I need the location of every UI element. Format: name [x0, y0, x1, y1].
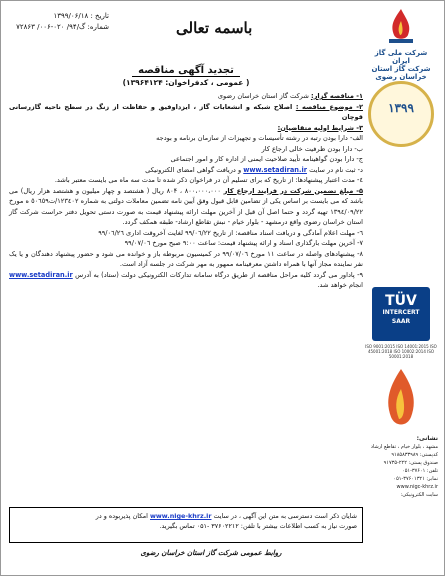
seal-digits: ۱۳۹۹	[388, 101, 414, 115]
address-heading: نشانی:	[416, 435, 438, 442]
tuv-brand: TÜV	[385, 293, 417, 309]
address-line: تلفن: ۳۷۶۰۱-۰۵۱	[402, 468, 438, 474]
company-address	[364, 435, 438, 499]
notice-subtitle	[9, 78, 363, 87]
notice-body	[9, 65, 363, 291]
nige-khrz-link[interactable]: www.nige-khrz.ir	[150, 512, 212, 520]
footer-contact-box	[9, 507, 363, 543]
date-label: تاریخ : ۱۳۹۹/۰۶/۱۸	[53, 12, 109, 20]
item-3b: ب- دارا بودن ظرفیت خالی ارجاع کار	[261, 144, 363, 153]
item-3c: ج- دارا بودن گواهینامه تأیید صلاحیت ایمنی از اداره کار و امور اجتماعی	[170, 155, 363, 163]
org-name-2: شرکت گاز استان خراسان رضوی	[371, 65, 431, 81]
address-line: سایت الکترونیکی:	[400, 492, 438, 498]
item-1: ۱- مناقصه گزار: شرکت گاز استان خراسان رضوی	[217, 92, 363, 100]
item-9: ۹- پاداور می گردد کلیه مراحل مناقصه از طریق درگاه سامانه تدارکات الکترونیکی دولت (ستاد) به آدرس www.setadiran.ir انجام خواهد شد.	[9, 270, 363, 289]
bismillah-heading: باسمه تعالی	[176, 19, 253, 37]
tender-code: کدفراخوان: ۱۳۹۶۴۱۲۴)	[122, 78, 209, 87]
item-3: ۳- شرایط اولیه متقاضیان:	[277, 123, 363, 132]
address-line: مشهد ، بلوار خیام ، تقاطع ارشاد	[370, 444, 438, 450]
public-relations-signature: روابط عمومی شرکت گاز استان خراسان رضوی	[140, 549, 282, 557]
tender-type: ( عمومی ،	[208, 78, 250, 87]
item-5: ۵- مبلغ تضمین شرکت در فرایند ارجاع کار ۸۰۰،۰۰۰،۰۰۰ ، ۸۰۴ ریال ( هشتصد و چهار میلیون و هشتصد هزار ریال) می باشد که می بایست بر اساس یکی از تضامین قابل قبول وفق آیین نامه تضمین معاملات دولتی به شماره ۱۲۳٤۰۲/ت٥٠٦٥٩ ه مورخ ۱۳۹٤/۰۹/۲۲ تهیه گردد و حتما اصل آن قبل از آخرین مهلت ارائه پیشنهاد قیمت به صورت دستی تحویل دفتر حراست شرکت گاز استان خراسان رضوی واقع درمشهد - بلوار خیام - نبش تقاطع ارشاد- طبقه همکف گردد.	[9, 186, 363, 226]
notice-title: تجدید آگهی مناقصه	[9, 65, 363, 76]
gas-flame-logo-icon	[384, 7, 418, 45]
footer-line-1: شایان ذکر است دسترسی به متن این آگهی ، در سایت www.nige-khrz.ir امکان پذیربوده و در	[95, 512, 357, 520]
company-logo	[366, 7, 436, 81]
letter-meta	[9, 11, 109, 33]
org-name-1: شرکت ملی گاز ایران	[374, 49, 428, 65]
tuv-sub: INTERCERT	[382, 309, 420, 316]
address-line: نمابر: ۳۷۶۰۱۳۲۱-۰۵۱	[393, 476, 438, 482]
item-3d: د- ثبت نام در سایت www.setadiran.ir و دریافت گواهی امضای الکترونیکی	[145, 165, 363, 174]
anniversary-seal	[368, 81, 434, 147]
number-label: شماره: گ/۹۴/ ۰۲۰-۰۰۶/ ۷۲۸۶۳	[16, 23, 109, 31]
item-6: ٦- مهلت اعلام آمادگی و دریافت اسناد مناقصه: از تاریخ ۹۹/۰٦/۲۲ لغایت آخروقت اداری ۹۹/۰٦/۲٦	[98, 228, 363, 237]
right-sidebar	[364, 81, 438, 499]
address-line: کدپستی: ۹۱۸۵۸۳۳۹۸۹	[391, 452, 438, 458]
item-3a: الف- دارا بودن رتبه در رشته تأسیسات و تجهیزات از سازمان برنامه و بودجه	[156, 134, 363, 142]
setadiran-link-2[interactable]: www.setadiran.ir	[9, 270, 73, 279]
decorative-flame-icon	[381, 367, 421, 431]
address-line: صندوق پستی: ۲۲۲-۹۱۷۳۵	[383, 460, 438, 466]
setadiran-link[interactable]: www.setadiran.ir	[243, 165, 307, 174]
tuv-saar: SAAR	[391, 318, 411, 325]
iso-cert-list: ISO 9001:2015 ISO 14001:2015 ISO 45001:2018 ISO 10002:2014 ISO 50001:2018	[365, 344, 437, 359]
item-8: ۸- پیشنهادهای واصله در ساعت ۱۱ مورخ ۹۹/۰۷/۰٦ در کمیسیون مربوطه باز و خوانده می شود و حضور پیشنهاد دهندگان و یا یک نفر نماینده مجاز آنها با همراه داشتن معرفینامه ممهور به مهر شرکت در جلسه آزاد است.	[9, 249, 364, 268]
item-2: ۲- موضوع مناقصه : اصلاح شبکه و انشعابات گاز ، ایزداوفیق و حفاظت از زنگ در سطح ناحیه گازرسانی قوچان	[9, 102, 363, 121]
tuv-certificate-badge	[372, 287, 430, 341]
address-line: www.nigc-khrz.ir	[396, 484, 438, 490]
item-4: ٤- مدت اعتبار پیشنهادها: از تاریخ که برای تسلیم آن در فراخوان ذکر شده تا مدت سه ماه می بایست معتبر باشد.	[54, 176, 363, 184]
item-7: ۷- آخرین مهلت بارگذاری اسناد و ارائه پیشنهاد قیمت: ساعت ۹:۰۰ صبح مورخ ۹۹/۰۷/۰٦	[124, 239, 363, 247]
footer-line-2: صورت نیاز به کسب اطلاعات بیشتر با تلفن: ۳۷۶۰۲۲۱۲ -۰۵۱ تماس بگیرید.	[159, 522, 357, 530]
